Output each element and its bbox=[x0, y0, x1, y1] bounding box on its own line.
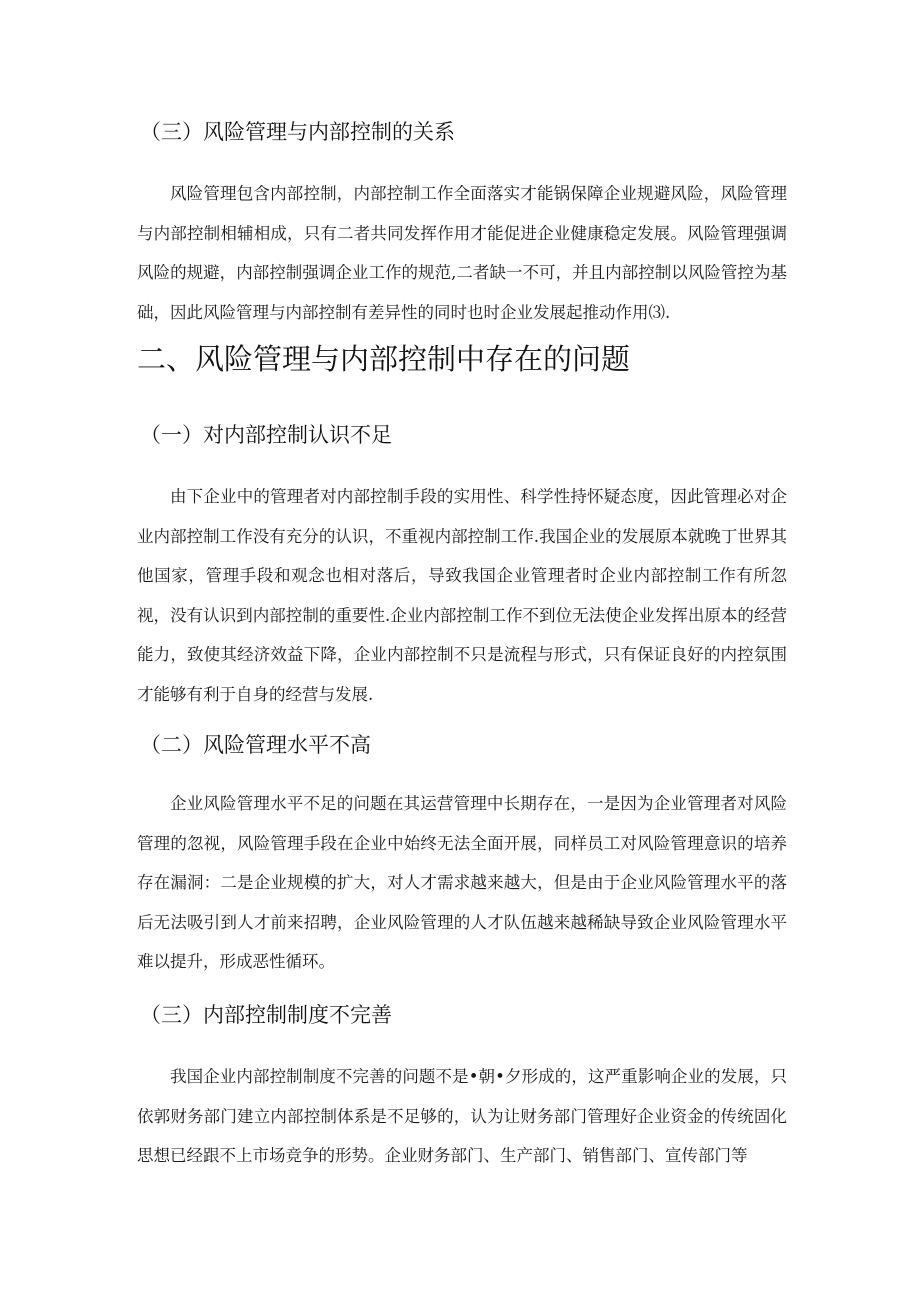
paragraph-control-system: 我国企业内部控制制度不完善的问题不是•朝•夕形成的，这严重影响企业的发展，只依郭财务部门建立内部控制体系是不足够的，认为让财务部门管理好企业资金的传统固化思想已经跟不上市场竞争的形势。企业财务部门、生产部门、销售部门、宣传部门等 bbox=[137, 1067, 787, 1165]
chapter-heading-problems: 二、风险管理与内部控制中存在的问题 bbox=[137, 342, 631, 376]
section-heading-relationship: （三）风险管理与内部控制的关系 bbox=[140, 120, 455, 144]
section-heading-risk-level: （二）风险管理水平不高 bbox=[140, 733, 371, 757]
paragraph-risk-level: 企业风险管理水平不足的问题在其运营管理中长期存在，一是因为企业管理者对风险管理的忽视，风险管理手段在企业中始终无法全面开展，同样员工对风险管理意识的培养存在漏洞：二是企业规模的扩大，对人才需求越来越大，但是由于企业风险管理水平的落后无法吸引到人才前来招聘，企业风险管理的人才队伍越来越稀缺导致企业风险管理水平难以提升，形成恶性循环。 bbox=[137, 794, 787, 971]
section-heading-control-system: （三）内部控制制度不完善 bbox=[140, 1003, 392, 1027]
paragraph-awareness: 由下企业中的管理者对内部控制手段的实用性、科学性持怀疑态度，因此管理必对企业内部控制工作没有充分的认识，不重视内部控制工作.我国企业的发展原本就晚丁世界其他国家，管理手段和观念也相对落后，导致我国企业管理者时企业内部控制工作有所忽视，没有认识到内部控制的重要性.企业内部控制工作不到位无法使企业发挥出原本的经营能力，致使其经济效益下降，企业内部控制不只是流程与形式，只有保证良好的内控氛围才能够有利于自身的经营与发展. bbox=[137, 487, 787, 704]
paragraph-relationship: 风险管理包含内部控制，内部控制工作全面落实才能锅保障企业规避风险，风险管理与内部控制相辅相成，只有二者共同发挥作用才能促进企业健康稳定发展。风险管理强调风险的规避，内部控制强调企业工作的规范,二者缺一不可，并且内部控制以风险管控为基础，因此风险管理与内部控制有差异性的同时也时企业发展起推动作用⑶. bbox=[137, 184, 787, 322]
section-heading-awareness: （一）对内部控制认识不足 bbox=[140, 423, 392, 447]
